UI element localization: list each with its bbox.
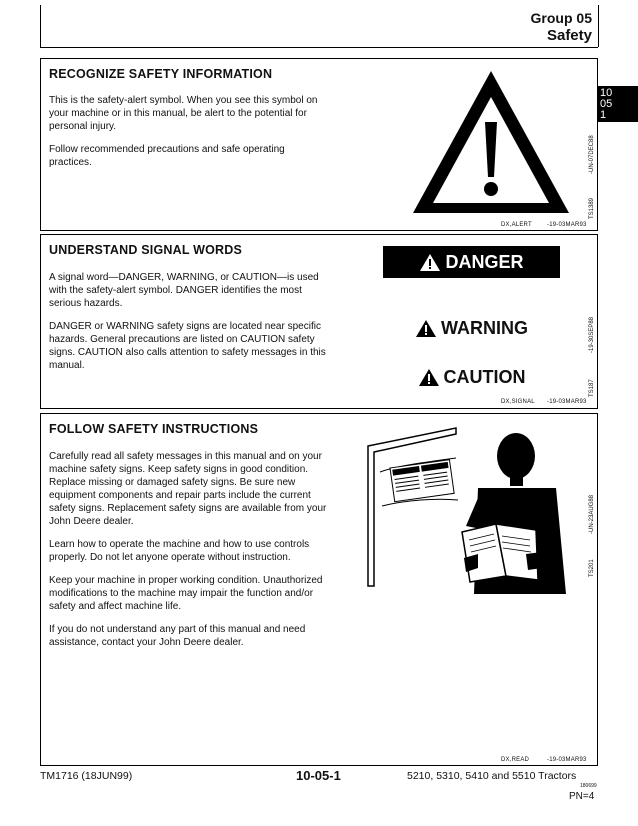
manual-number: TM1716 (18JUN99) bbox=[40, 770, 133, 782]
reference-code: DX,READ bbox=[501, 757, 530, 763]
paragraph: A signal word—DANGER, WARNING, or CAUTION—is used with the safety-alert symbol. DANGER identifies the most serious hazards. bbox=[49, 272, 319, 309]
paragraph: Learn how to operate the machine and how to use controls properly. Do not let anyone operate without instruction. bbox=[49, 539, 310, 563]
paragraph: Carefully read all safety messages in this manual and on your machine safety signs. Keep safety signs in good condition. Replace missing or damaged safety signs. Be sure new equipment components and repair parts include the current safety signs. Replacement safety signs are available from your John Deere dealer. bbox=[49, 451, 327, 527]
pn-number: PN=4 bbox=[569, 791, 595, 802]
group-title: Group 05 bbox=[530, 10, 592, 26]
section-heading: UNDERSTAND SIGNAL WORDS bbox=[49, 243, 243, 257]
section-tab bbox=[598, 86, 638, 122]
figure-date: -19-30SEP88 bbox=[589, 316, 595, 353]
warning-sign bbox=[383, 312, 560, 344]
sign-label: WARNING bbox=[441, 317, 528, 338]
alert-triangle-icon bbox=[418, 368, 440, 387]
sign-label: DANGER bbox=[445, 251, 524, 272]
figure-id: TS187 bbox=[589, 379, 595, 397]
reference-date: -19-03MAR93 bbox=[547, 222, 587, 228]
section-heading: FOLLOW SAFETY INSTRUCTIONS bbox=[49, 422, 259, 436]
tab-line-3: 1 bbox=[600, 109, 607, 121]
header-rule-right bbox=[598, 5, 599, 47]
alert-triangle-icon bbox=[415, 319, 437, 338]
figure-date: -UN-07DEC88 bbox=[589, 135, 595, 174]
page-number: 10-05-1 bbox=[296, 768, 341, 783]
tractor-models: 5210, 5310, 5410 and 5510 Tractors bbox=[407, 770, 577, 782]
reference-date: -19-03MAR93 bbox=[547, 399, 587, 405]
danger-sign bbox=[383, 246, 560, 278]
sign-label: CAUTION bbox=[443, 366, 526, 387]
section-body bbox=[49, 271, 334, 382]
paragraph: Keep your machine in proper working condition. Unauthorized modifications to the machine may impair the function and/or safety and affect machine life. bbox=[49, 575, 323, 612]
section-follow-instructions bbox=[40, 413, 598, 766]
caution-sign bbox=[383, 361, 560, 393]
section-body bbox=[49, 450, 334, 659]
figure-id: TS1389 bbox=[589, 197, 595, 219]
figure-date: -UN-23AUG88 bbox=[589, 494, 595, 534]
figure-id: TS201 bbox=[589, 559, 595, 577]
paragraph: This is the safety-alert symbol. When you see this symbol on your machine or in this manual, be alert to the potential for personal injury. bbox=[49, 95, 318, 132]
section-body bbox=[49, 94, 319, 179]
header-rule-left bbox=[40, 5, 41, 47]
reference-date: -19-03MAR93 bbox=[547, 757, 587, 763]
section-heading: RECOGNIZE SAFETY INFORMATION bbox=[49, 67, 273, 81]
operator-reading-manual-icon bbox=[366, 426, 581, 594]
print-code: 180699 bbox=[580, 783, 597, 789]
header-rule-bottom bbox=[40, 47, 598, 48]
reference-code: DX,SIGNAL bbox=[501, 399, 535, 405]
alert-triangle-icon bbox=[419, 253, 441, 272]
paragraph: If you do not understand any part of this manual and need assistance, contact your John Deere dealer. bbox=[49, 624, 306, 648]
section-signal-words bbox=[40, 234, 598, 409]
safety-alert-symbol-icon bbox=[409, 67, 574, 217]
section-recognize-safety bbox=[40, 58, 598, 231]
section-title: Safety bbox=[546, 27, 592, 44]
tab-line-1: 10 bbox=[600, 87, 613, 99]
tab-line-2: 05 bbox=[600, 98, 613, 110]
paragraph: Follow recommended precautions and safe operating practices. bbox=[49, 144, 285, 168]
reference-code: DX,ALERT bbox=[501, 222, 532, 228]
paragraph: DANGER or WARNING safety signs are located near specific hazards. General precautions are listed on CAUTION safety signs. CAUTION also calls attention to safety messages in this manual. bbox=[49, 321, 326, 371]
